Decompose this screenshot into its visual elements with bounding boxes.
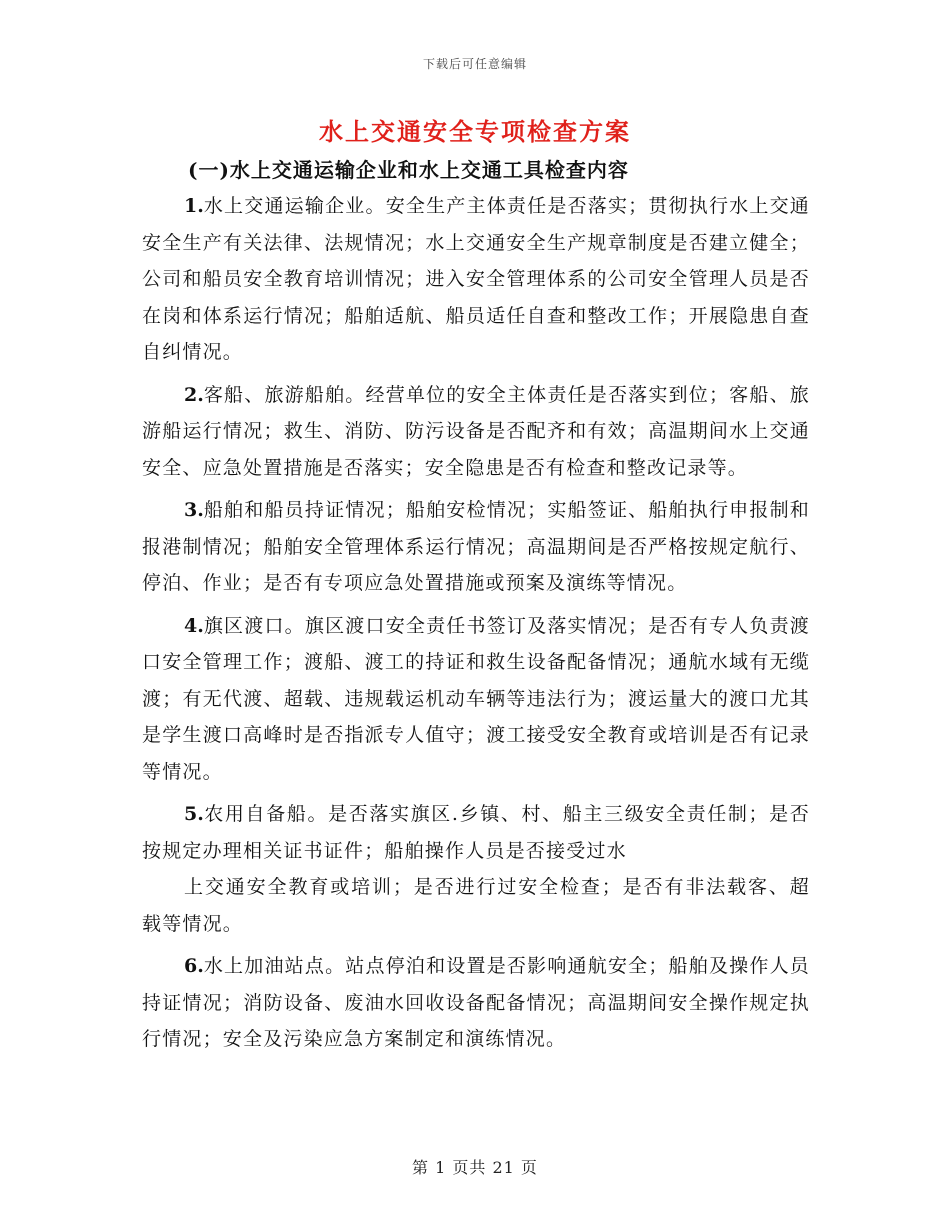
header-note: 下载后可任意编辑 [422,57,527,71]
document-title: 水上交通安全专项检查方案 [319,117,631,146]
item-text: 水上交通运输企业。安全生产主体责任是否落实；贯彻执行水上交通安全生产有关法律、法规情况；水上交通安全生产规章制度是否建立健全；公司和船员安全教育培训情况；进入安全管理体系的公司安全管理人员是否在岗和体系运行情况；船舶适航、船员适任自查和整改工作；开展隐患自查自纠情况。 [142,195,810,363]
item-text: 旗区渡口。旗区渡口安全责任书签订及落实情况；是否有专人负责渡口安全管理工作；渡船、渡工的持证和救生设备配备情况；通航水域有无缆渡；有无代渡、超载、违规载运机动车辆等违法行为；渡运量大的渡口尤其是学生渡口高峰时是否指派专人值守；渡工接受安全教育或培训是否有记录等情况。 [142,614,810,783]
paragraph-item-6 [142,948,810,1058]
paragraph-item-5 [142,796,810,869]
paragraph-item-5-continuation: 上交通安全教育或培训；是否进行过安全检查；是否有非法载客、超载等情况。 [142,876,810,935]
paragraph-item-1 [142,188,810,371]
item-number: 2. [184,383,204,406]
paragraph-item-3 [142,492,810,602]
item-number: 5. [184,803,204,825]
item-number: 4. [184,614,204,637]
item-number: 3. [184,499,204,521]
item-text: 客船、旅游船舶。经营单位的安全主体责任是否落实到位；客船、旅游船运行情况；救生、消防、防污设备是否配齐和有效；高温期间水上交通安全、应急处置措施是否落实；安全隐患是否有检查和整改记录等。 [142,383,810,479]
item-text: 农用自备船。是否落实旗区.乡镇、村、船主三级安全责任制；是否按规定办理相关证书证件；船舶操作人员是否接受过水 [142,803,810,862]
item-text: 水上加油站点。站点停泊和设置是否影响通航安全；船舶及操作人员持证情况；消防设备、废油水回收设备配备情况；高温期间安全操作规定执行情况；安全及污染应急方案制定和演练情况。 [142,955,810,1050]
item-number: 6. [184,955,204,977]
paragraph-item-4 [142,608,810,791]
item-number: 1. [184,195,204,217]
page-footer: 第 1 页共 21 页 [412,1158,538,1177]
paragraph-item-2 [142,377,810,487]
section-heading: (一)水上交通运输企业和水上交通工具检查内容 [188,158,629,182]
item-text: 船舶和船员持证情况；船舶安检情况；实船签证、船舶执行申报制和报港制情况；船舶安全管理体系运行情况；高温期间是否严格按规定航行、停泊、作业；是否有专项应急处置措施或预案及演练等情况。 [142,499,810,594]
document-body [142,188,810,1064]
